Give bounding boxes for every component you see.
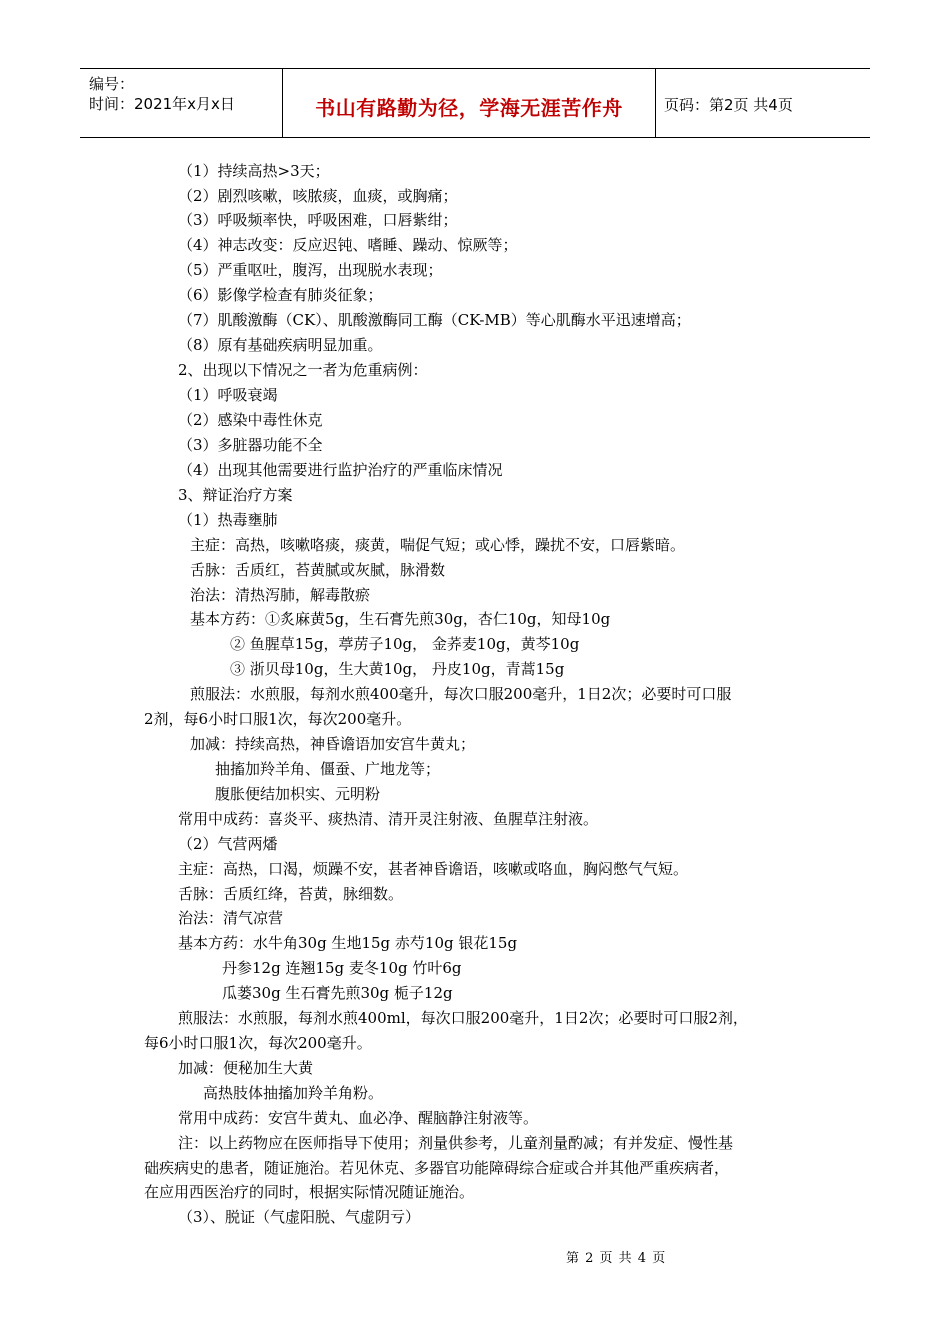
body-line: 治法：清热泻肺，解毒散瘀 [190,586,371,604]
body-line: 煎服法：水煎服，每剂水煎400毫升，每次口服200毫升，1日2次；必要时可口服 [190,685,732,703]
header-motto: 书山有路勤为径，学海无涯苦作舟 [315,96,623,120]
body-line: 每6小时口服1次，每次200毫升。 [144,1034,372,1052]
body-line: （5）严重呕吐，腹泻，出现脱水表现； [178,261,443,279]
body-line: 主症：高热，咳嗽咯痰，痰黄，喘促气短；或心悸，躁扰不安，口唇紫暗。 [190,536,686,554]
body-line: 瓜蒌30g 生石膏先煎30g 栀子12g [222,984,453,1002]
page-footer: 第 2 页 共 4 页 [566,1251,667,1266]
body-line: 2剂，每6小时口服1次，每次200毫升。 [144,710,412,728]
subsection-heading: （2）气营两燔 [178,835,278,853]
document-number-label: 编号： [89,75,135,93]
body-line: 煎服法：水煎服，每剂水煎400ml，每次口服200毫升，1日2次；必要时可口服2剂， [178,1009,748,1027]
body-line: 治法：清气凉营 [178,909,284,927]
section-heading: 2、出现以下情况之一者为危重病例： [178,361,428,379]
note-line: 注：以上药物应在医师指导下使用；剂量供参考，儿童剂量酌减；有并发症、慢性基 [178,1134,734,1152]
body-line: （2）感染中毒性休克 [178,411,323,429]
body-line: （2）剧烈咳嗽，咳脓痰，血痰，或胸痛； [178,187,458,205]
body-line: 常用中成药：安宫牛黄丸、血必净、醒脑静注射液等。 [178,1109,539,1127]
header-page-cell [655,69,870,137]
body-line: （7）肌酸激酶（CK）、肌酸激酶同工酶（CK-MB）等心肌酶水平迅速增高； [178,311,691,329]
body-line: （1）呼吸衰竭 [178,386,278,404]
subsection-heading: （3）、脱证（气虚阳脱、气虚阴亏） [178,1208,421,1226]
body-line: 丹参12g 连翘15g 麦冬10g 竹叶6g [222,959,462,977]
body-line: 舌脉：舌质红绛，苔黄，脉细数。 [178,885,404,903]
body-line: 常用中成药：喜炎平、痰热清、清开灵注射液、鱼腥草注射液。 [178,810,599,828]
body-line: （4）神志改变：反应迟钝、嗜睡、躁动、惊厥等； [178,236,518,254]
body-line: 舌脉：舌质红，苔黄腻或灰腻，脉滑数 [190,561,446,579]
document-date: 时间：2021年x月x日 [89,95,235,113]
body-line: （4）出现其他需要进行监护治疗的严重临床情况 [178,461,503,479]
subsection-heading: （1）热毒壅肺 [178,511,278,529]
body-line: ② 鱼腥草15g，葶苈子10g， 金荞麦10g，黄芩10g [230,635,580,653]
header-page-info: 页码：第2页 共4页 [664,96,793,114]
body-line: 基本方药：①炙麻黄5g，生石膏先煎30g，杏仁10g，知母10g [190,610,611,628]
body-line: 抽搐加羚羊角、僵蚕、广地龙等； [215,760,441,778]
body-line: 腹胀便结加枳实、元明粉 [215,785,381,803]
note-line: 础疾病史的患者，随证施治。若见休克、多器官功能障碍综合症或合并其他严重疾病者， [144,1159,730,1177]
header-motto-cell [282,69,656,137]
body-line: （8）原有基础疾病明显加重。 [178,336,383,354]
header-left-cell [80,69,282,137]
note-line: 在应用西医治疗的同时，根据实际情况随证施治。 [144,1183,475,1201]
section-heading: 3、辩证治疗方案 [178,486,293,504]
body-line: （3）呼吸频率快，呼吸困难，口唇紫绀； [178,211,458,229]
body-line: 加减：持续高热，神昏谵语加安宫牛黄丸； [190,735,476,753]
body-line: （6）影像学检查有肺炎征象； [178,286,383,304]
body-line: （1）持续高热>3天； [178,162,330,180]
page-header [80,68,870,138]
body-line: （3）多脏器功能不全 [178,436,323,454]
body-line: 基本方药：水牛角30g 生地15g 赤芍10g 银花15g [178,934,518,952]
body-line: ③ 浙贝母10g，生大黄10g， 丹皮10g，青蒿15g [230,660,565,678]
body-line: 主症：高热，口渴，烦躁不安，甚者神昏谵语，咳嗽或咯血，胸闷憋气气短。 [178,860,689,878]
body-line: 加减：便秘加生大黄 [178,1059,314,1077]
body-line: 高热肢体抽搐加羚羊角粉。 [203,1084,384,1102]
